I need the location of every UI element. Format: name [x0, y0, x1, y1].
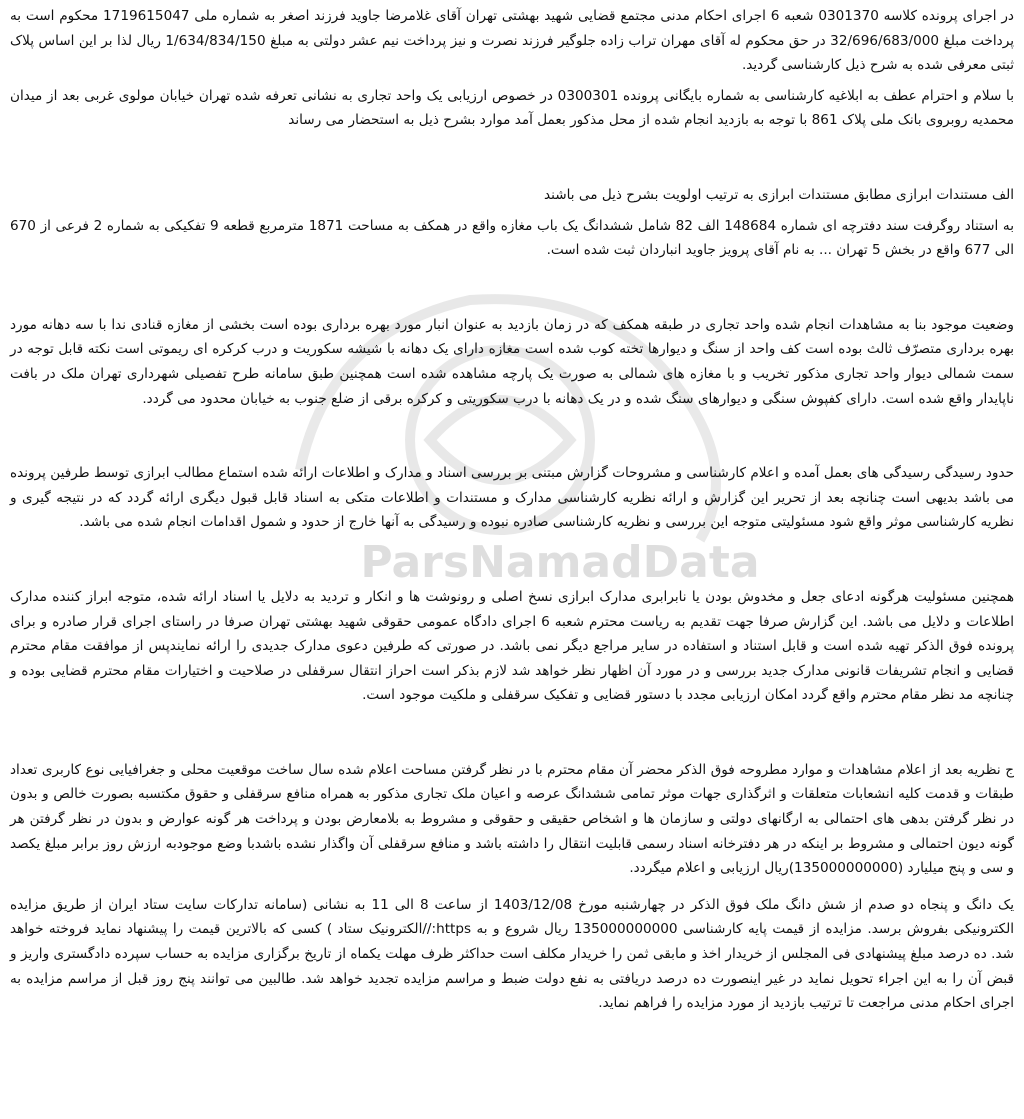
paragraph-current-status: وضعیت موجود بنا به مشاهدات انجام شده واحد تجاری در طبقه همکف که در زمان بازدید به عنوان انبار مورد بهره برداری بوده است بخشی از مغازه قنادی ندا با سه دهانه مورد بهره برداری متصرّف ثالث بوده است کف واحد از سنگ و دیوارها تخته کوب شده است مغازه دارای یک دهانه با شیشه سکوریت و درب کرکره ای ریموتی است نکته قابل توجه در سمت شمالی دیوار واحد تجاری مذکور تخریب و با مغازه های شمالی به صورت یک پارچه مشاهده شده است همچنین طبق سامانه طرح تفصیلی شهرداری تهران ملک در بافت ناپایدار واقع شده است. دارای کفپوش سنگی و دیوارهای سنگ شده و در یک دهانه با درب سکوریتی و کرکره برقی از ضلع جنوب به خیابان محدود می گردد.: [10, 316, 1014, 407]
paragraph-liability: همچنین مسئولیت هرگونه ادعای جعل و مخدوش بودن یا نابرابری مدارک ابرازی نسخ اصلی و رونوشت ها و انکار و تردید به دلایل یا اسناد ارائه شده، متوجه ابراز کننده مدارک اطلاعات و دلایل می باشد. این گزارش صرفا جهت تقدیم به ریاست محترم شعبه 6 اجرای دادگاه عمومی حقوقی شهید بهشتی تهران صرفا در راستای اجرای قرار صادره و برای پرونده فوق الذکر تهیه شده است و قابل استناد و استفاده در سایر مراجع دیگر نمی باشد. در صورتی که طرفین دعوی مدارک جدیدی را ارائه نمایندپس از موافقت مقام محترم قضایی و انجام تشریفات قانونی مدارک جدید بررسی و در مورد آن اظهار نظر خواهد شد لازم بذکر است احراز انتقال سرقفلی در صلاحیت و اختیارات مقام محترم قضایی بوده و چنانچه مد نظر مقام محترم واقع گردد امکان ارزیابی مجدد با دستور قضایی و تفکیک سرقفلی و ملکیت موجود است.: [10, 588, 1014, 704]
paragraph-expert-greeting: با سلام و احترام عطف به ابلاغیه کارشناسی به شماره بایگانی پرونده 0300301 در خصوص ارزیابی یک واحد تجاری به نشانی تعرفه شده تهران خیابان مولوی غربی بعد از میدان محمدیه روبروی بانک ملی پلاک 861 با توجه به بازدید انجام شده از محل مذکور بعمل آمد موارد بشرح ذیل به استحضار می رساند: [10, 87, 1014, 129]
watermark-text: ParsNamadData: [360, 537, 760, 588]
paragraph-review-scope: حدود رسیدگی رسیدگی های بعمل آمده و اعلام کارشناسی و مشروحات گزارش مبتنی بر بررسی اسناد و مدارک و اطلاعات ارائه شده استماع مطالب ابرازی توسط طرفین پرونده می باشد بدیهی است چنانچه بعد از تحریر این گزارش و ارائه نظریه کارشناسی مدارک و مستندات و اطلاعات متکی به اسناد قابل قبول دیگری ارائه گردد که در نتیجه گیری و نظریه کارشناسی موثر واقع شود مسئولیتی متوجه این بررسی و نظریه کارشناسی صادره نبوده و رسیدگی به آنها خارج از حدود و شمول اقدامات انجام شده می باشد.: [10, 465, 1014, 531]
document-body: [10, 4, 1014, 1016]
paragraph-deed-reference: به استناد روگرفت سند دفترچه ای شماره 148684 الف 82 شامل ششدانگ یک باب مغازه واقع در همکف به مساحت 1871 مترمربع قطعه 9 تفکیکی به شماره 2 فرعی از 670 الی 677 واقع در بخش 5 تهران ... به نام آقای پرویز جاوید انباردان ثبت شده است.: [10, 217, 1015, 259]
paragraph-auction-terms: یک دانگ و پنجاه دو صدم از شش دانگ ملک فوق الذکر در چهارشنبه مورخ 1403/12/08 از ساعت 8 الی 11 به نشانی (سامانه تدارکات سایت ستاد ایران از طریق مزایده الکترونیکی بفروش برسد. مزایده از قیمت پایه کارشناسی 135000000000 ریال شروع و به https://الکترونیک ستاد ) کسی که بالاترین قیمت را پیشنهاد نماید فروخته خواهد شد. ده درصد مبلغ پیشنهادی فی المجلس از خریدار اخذ و مابقی ثمن را خریدار مکلف است حداکثر ظرف مهلت یکماه از تاریخ برگزاری مزایده به حساب سپرده دادگستری واریز و قبض آن را به این اجراء تحویل نماید در غیر اینصورت ده درصد دریافتی به نفع دولت ضبط و مراسم مزایده تجدید خواهد شد. طالبین می توانند پنج روز قبل از مراسم مزایده به اجرای احکام مدنی مراجعت تا ترتیب بازدید از مورد مزایده را فراهم نماید.: [10, 896, 1014, 1012]
paragraph-documents-heading: الف مستندات ابرازی مطابق مستندات ابرازی به ترتیب اولویت بشرح ذیل می باشند: [544, 186, 1014, 203]
paragraph-valuation-opinion: ج نظریه بعد از اعلام مشاهدات و موارد مطروحه فوق الذکر محضر آن مقام محترم با در نظر گرفتن مساحت اعلام شده سال ساخت موقعیت محلی و جغرافیایی نوع کاربری تعداد طبقات و قدمت کلیه انشعابات متعلقات و اثرگذاری جهات موثر تمامی ششدانگ عرصه و اعیان ملک تجاری مذکور به همراه منافع سرقفلی و حقوق مکتسبه بصورت خالص و بدون در نظر گرفتن بدهی های احتمالی به ارگانهای دولتی و سازمان ها و اشخاص حقیقی و حقوقی و مشروط به بلامعارض بودن و پرداخت هر گونه عوارض و بدون در نظر گرفتن هر گونه دیون احتمالی و مشروط بر اینکه در هر دفترخانه اسناد رسمی قابلیت انتقال را داشته باشد و منافع سرقفلی آن واگذار نشده باشدبا وضع موجودبه ارزش روز برابر مبلغ یکصد و سی و پنج میلیارد (135000000000)ریال ارزیابی و اعلام میگردد.: [10, 761, 1014, 877]
paragraph-case-intro: در اجرای پرونده کلاسه 0301370 شعبه 6 اجرای احکام مدنی مجتمع قضایی شهید بهشتی تهران آقای غلامرضا جاوید فرزند اصغر به شماره ملی 1719615047 محکوم است به پرداخت مبلغ 32/696/683/000 در حق محکوم له آقای مهران تراب زاده جلوگیر فرزند نصرت و نیز پرداخت نیم عشر دولتی به مبلغ 1/634/834/150 ریال لذا بر این اساس پلاک ثبتی معرفی شده به شرح ذیل کارشناسی گردید.: [10, 8, 1014, 74]
